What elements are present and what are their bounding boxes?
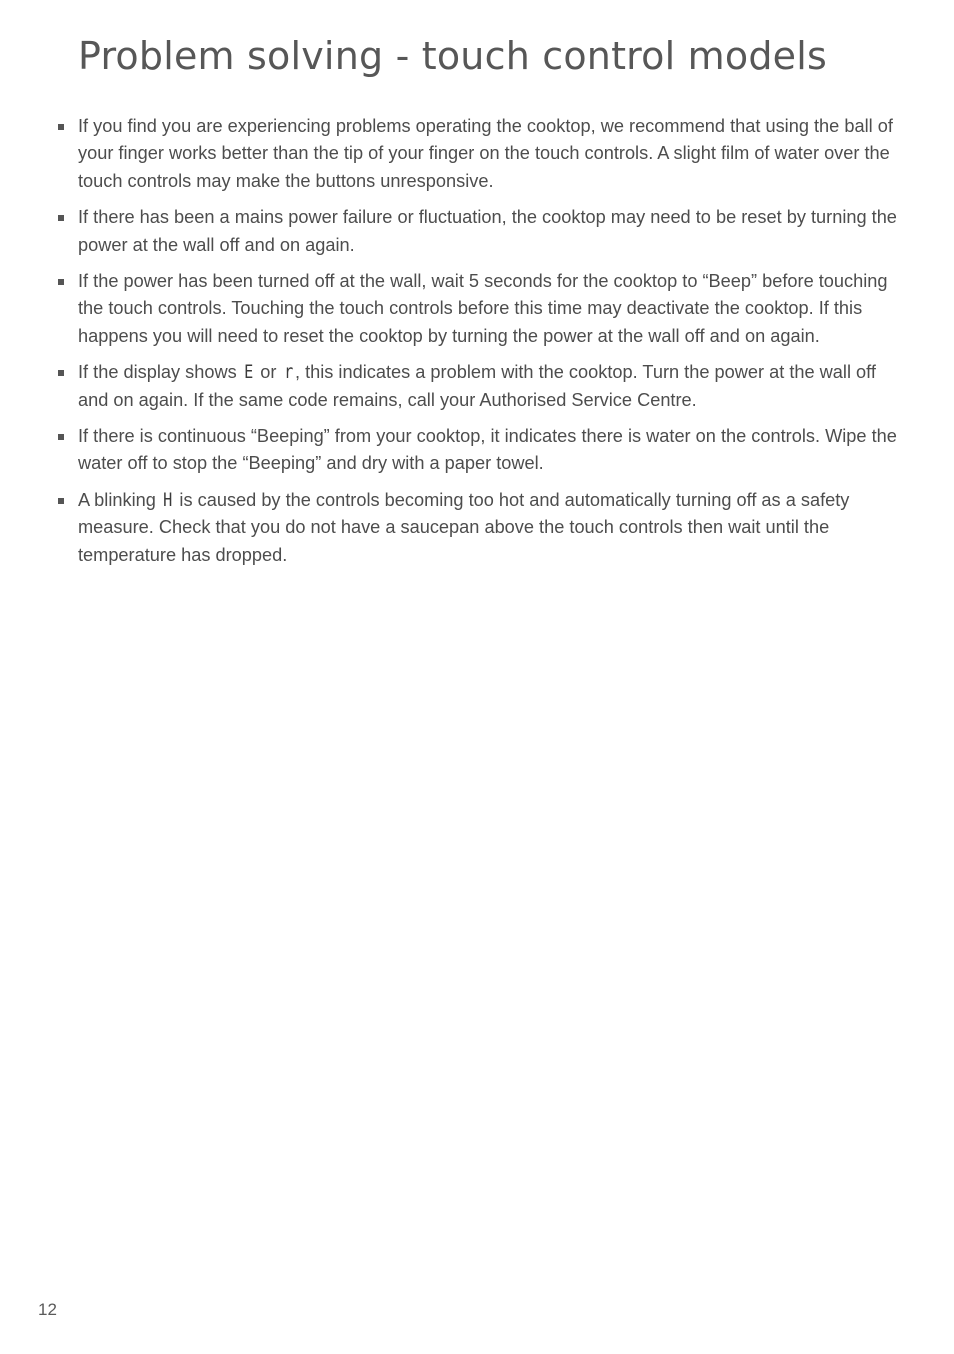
- list-item-text-end: , this indicates a problem with the cooktop. Turn the power at the wall off and on again. If the same code remains, call your Authorised Service Centre.: [78, 362, 876, 410]
- square-bullet-icon: [58, 124, 64, 130]
- list-item-text-start: If the display shows: [78, 362, 242, 383]
- list-item: [0, 423, 954, 478]
- square-bullet-icon: [58, 279, 64, 285]
- list-item-text-middle: or: [255, 362, 282, 383]
- list-item-text-end: is caused by the controls becoming too hot and automatically turning off as a safety measure. Check that you do not have a saucepan above the touch controls then wait until the temperature has dropped.: [78, 489, 850, 565]
- error-code-r-symbol: r: [283, 361, 293, 384]
- square-bullet-icon: [58, 434, 64, 440]
- list-item: [0, 487, 954, 569]
- list-item-text: If the power has been turned off at the wall, wait 5 seconds for the cooktop to “Beep” before touching the touch controls. Touching the touch controls before this time may deactivate the cooktop. If this happens you will need to reset the cooktop by turning the power at the wall off and on again.: [78, 271, 888, 346]
- list-item-text: If there is continuous “Beeping” from your cooktop, it indicates there is water on the controls. Wipe the water off to stop the “Beeping” and dry with a paper towel.: [78, 426, 897, 474]
- list-item: [0, 359, 954, 414]
- list-item-text-start: A blinking: [78, 489, 161, 510]
- page-title: Problem solving - touch control models: [78, 34, 827, 78]
- list-item-text: If there has been a mains power failure or fluctuation, the cooktop may need to be reset by turning the power at the wall off and on again.: [78, 207, 897, 255]
- list-item: [0, 113, 954, 195]
- square-bullet-icon: [58, 215, 64, 221]
- error-code-e-symbol: E: [243, 361, 254, 384]
- square-bullet-icon: [58, 498, 64, 504]
- square-bullet-icon: [58, 370, 64, 376]
- list-item: [0, 204, 954, 259]
- hot-indicator-h-symbol: H: [163, 488, 173, 511]
- list-item-text: If you find you are experiencing problems operating the cooktop, we recommend that using the ball of your finger works better than the tip of your finger on the touch controls. A slight film of water over the touch controls may make the buttons unresponsive.: [78, 116, 893, 191]
- list-item: [0, 268, 954, 350]
- page-number: 12: [38, 1300, 57, 1319]
- troubleshooting-list: [0, 113, 954, 578]
